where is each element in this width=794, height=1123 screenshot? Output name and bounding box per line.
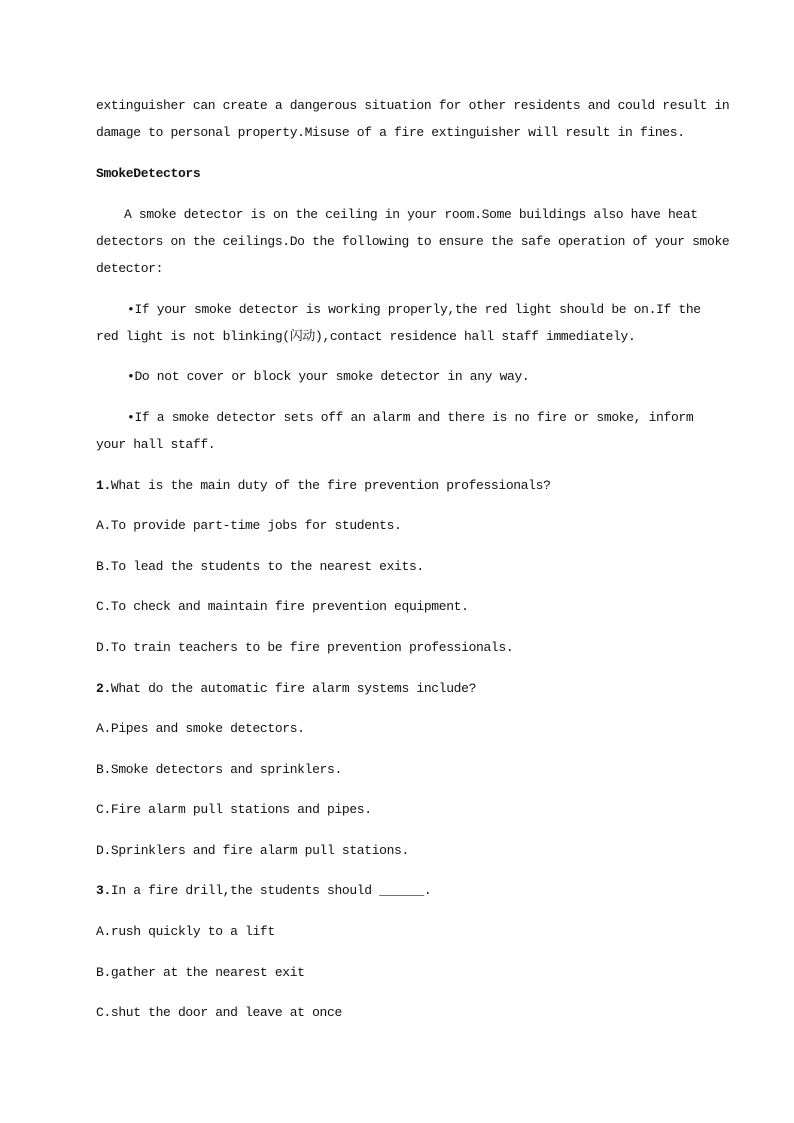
- question-1: [96, 478, 551, 494]
- option-item: C.To check and maintain fire prevention equipment.: [96, 599, 469, 614]
- question-number: 3.: [96, 883, 111, 898]
- paragraph-line: A smoke detector is on the ceiling in your room.Some buildings also have heat: [124, 207, 698, 222]
- bullet-line: your hall staff.: [96, 437, 216, 452]
- bullet-line: •Do not cover or block your smoke detector in any way.: [127, 369, 530, 384]
- option-item: C.Fire alarm pull stations and pipes.: [96, 802, 372, 817]
- option-item: B.Smoke detectors and sprinklers.: [96, 762, 342, 777]
- option-item: C.shut the door and leave at once: [96, 1005, 342, 1020]
- paragraph-line: extinguisher can create a dangerous situation for other residents and could result in: [96, 98, 730, 113]
- question-text: What do the automatic fire alarm systems include?: [110, 681, 477, 696]
- bullet-line: red light is not blinking(闪动),contact residence hall staff immediately.: [96, 329, 636, 344]
- question-text: In a fire drill,the students should ______.: [110, 883, 432, 898]
- option-item: B.To lead the students to the nearest exits.: [96, 559, 424, 574]
- option-item: D.Sprinklers and fire alarm pull stations.: [96, 843, 409, 858]
- bullet-line: •If your smoke detector is working properly,the red light should be on.If the: [127, 302, 701, 317]
- paragraph-line: detectors on the ceilings.Do the following to ensure the safe operation of your smoke: [96, 234, 730, 249]
- paragraph-line: damage to personal property.Misuse of a fire extinguisher will result in fines.: [96, 125, 685, 140]
- option-item: B.gather at the nearest exit: [96, 965, 305, 980]
- question-number: 2.: [96, 681, 111, 696]
- option-item: A.Pipes and smoke detectors.: [96, 721, 305, 736]
- section-heading: SmokeDetectors: [96, 166, 201, 181]
- option-item: A.To provide part-time jobs for students.: [96, 518, 402, 533]
- paragraph-line: detector:: [96, 261, 164, 276]
- option-item: A.rush quickly to a lift: [96, 924, 275, 939]
- question-3: [96, 883, 431, 899]
- option-item: D.To train teachers to be fire prevention professionals.: [96, 640, 514, 655]
- question-2: [96, 681, 476, 697]
- question-number: 1.: [96, 478, 111, 493]
- question-text: What is the main duty of the fire prevention professionals?: [110, 478, 551, 493]
- bullet-line: •If a smoke detector sets off an alarm and there is no fire or smoke, inform: [127, 410, 694, 425]
